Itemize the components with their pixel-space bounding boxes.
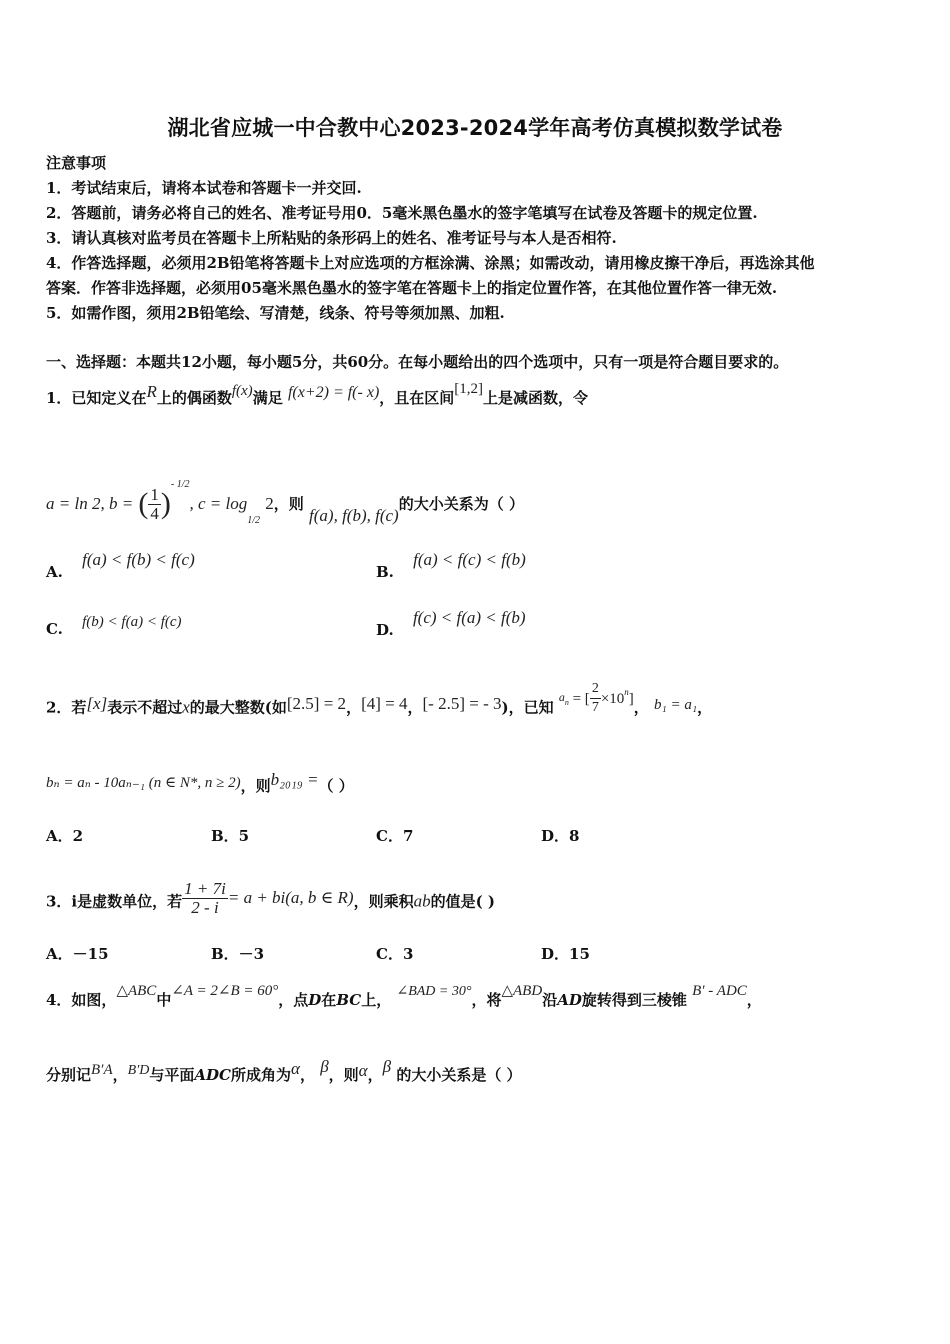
q2-math: ] [628,690,634,707]
q2-option-a[interactable]: A．2 [46,827,84,845]
q3-option-c[interactable]: C．3 [376,945,414,963]
notice-item-4: 4．作答选择题，必须用2B铅笔将答题卡上对应选项的方框涂满、涂黑；如需改动，请用橡皮擦干净后，再选涂其他 [46,254,815,272]
q4-text: ， [746,991,762,1009]
q1-option-d[interactable] [376,608,526,640]
q2-text: 2．若 [46,698,87,717]
q2-math: [x] [86,693,108,713]
q2-fraction [590,680,601,717]
q4-text: 与平面 [149,1066,195,1084]
notice-item-5: 5．如需作图，须用2B铅笔绘、写清楚，线条、符号等须加黑、加粗. [46,304,505,322]
q4-math: △ABC [116,983,157,999]
q1-math: - 1/2 [170,478,190,490]
q1-math: f(a), f(b), f(c) [309,505,399,525]
q2-math: a [558,689,565,704]
q4-stem-line2 [46,1057,522,1087]
q4-text: ， [367,1066,383,1084]
q1-fraction [148,486,161,523]
q2-text: 的最大整数(如 [189,698,287,717]
q4-text: 在 [321,991,337,1009]
q2-frac-den: 7 [591,700,599,715]
q4-segment: BC [336,991,362,1009]
q3-text: 的值是( ) [430,892,495,911]
q2-math: bₙ = aₙ - 10aₙ₋₁ (n ∈ N*, n ≥ 2) [46,775,241,791]
q2-text: （ ） [318,777,354,795]
notice-item-1: 1．考试结束后，请将本试卷和答题卡一并交回. [46,179,362,197]
q2-math: [4] = 4 [361,693,408,713]
q4-text: 的大小关系是（ ） [396,1066,522,1084]
q1-math: R [146,382,157,401]
exam-title: 湖北省应城一中合教中心2023-2024学年高考仿真模拟数学试卷 [167,116,783,140]
q2-math: [2.5] = 2 [286,693,347,713]
q2-frac-num: 2 [590,680,601,699]
q4-text: ，则 [328,1066,359,1084]
q4-text: 所成角为 [230,1066,291,1084]
notice-item-3: 3．请认真核对监考员在答题卡上所粘贴的条形码上的姓名、准考证号与本人是否相符. [46,229,617,247]
q1-text: 上是减函数，令 [483,389,589,407]
q1-option-a[interactable] [46,550,195,582]
q4-text: 旋转得到三棱锥 [581,991,687,1009]
notice-item-4-cont: 答案．作答非选择题，必须用05毫米黑色墨水的签字笔在答题卡上的指定位置作答，在其他位置作答一律无效. [46,279,778,297]
q1-option-label: D. [376,621,394,639]
q1-option-label: B. [376,563,394,581]
q2-math: b₂₀₁₉ = [270,770,319,789]
q3-text: 3．i是虚数单位，若 [46,892,183,911]
q4-plane: ADC [194,1066,231,1084]
q2-option-b[interactable]: B．5 [211,827,250,845]
q3-fraction [182,880,228,917]
q4-math: △ABD [501,983,543,999]
q1-text: 的大小关系为（ ） [398,494,524,513]
q1-option-expr: f(a) < f(b) < f(c) [82,550,195,569]
q1-math: 2 [265,493,274,513]
q4-math: α [358,1061,368,1080]
q4-math: β [320,1057,329,1076]
q1-math: a = ln 2, b = [46,493,134,513]
q1-math: 1/2 [247,514,261,526]
q4-math: B′D [127,1063,150,1078]
section-heading: 一、选择题：本题共12小题，每小题5分，共60分。在每小题给出的四个选项中，只有一项是符合题目要求的。 [46,353,789,371]
q2-text: ， [346,698,362,717]
q2-math: n [624,686,629,697]
q1-stem-line2 [46,476,524,526]
notice-heading: 注意事项 [46,154,107,172]
q1-paren: ( [138,486,149,520]
q3-option-d[interactable]: D．15 [541,945,590,963]
q4-stem-line1 [46,983,762,1012]
q4-text: ，点 [278,991,309,1009]
q1-math: [1,2] [454,381,484,397]
q2-text: )，已知 [501,698,554,717]
q1-option-c[interactable] [46,614,182,639]
q4-text: ， [112,1066,128,1084]
q2-stem-line1 [46,681,713,727]
q3-option-a[interactable]: A．－15 [46,945,109,963]
q2-text: ， [633,698,649,717]
q1-math: f(x+2) = f(- x) [287,384,380,401]
q1-text: 满足 [252,389,283,407]
notice-item-2: 2．答题前，请务必将自己的姓名、准考证号用0．5毫米黑色墨水的签字笔填写在试卷及答题卡的规定位置. [46,204,758,222]
q1-frac-den: 4 [150,504,159,523]
q2-text: ，则 [240,777,271,795]
q4-math: β [382,1057,392,1076]
q1-text: 1．已知定义在 [46,389,147,407]
q2-option-c[interactable]: C．7 [376,827,414,845]
q1-text: ，且在区间 [379,389,455,407]
q2-math: = [ [568,690,590,707]
q4-text: ，将 [471,991,502,1009]
q2-math: b₁ = a₁ [654,696,698,713]
q4-text: ， [299,1066,315,1084]
q2-text: ， [407,698,423,717]
q1-option-b[interactable] [376,550,526,582]
q4-text: 分别记 [46,1066,92,1084]
q4-text: 上， [361,991,392,1009]
q2-text: 表示不超过 [107,698,183,717]
q1-paren: ) [160,486,171,520]
q4-math: ∠BAD = 30° [396,984,472,999]
q4-math: ∠A = 2∠B = 60° [171,983,279,999]
q4-text: 沿 [542,991,558,1009]
q2-math: ×10 [600,690,625,707]
q1-option-expr: f(b) < f(a) < f(c) [82,614,182,630]
q3-frac-num: 1 + 7i [184,879,226,898]
q3-stem [46,879,495,921]
q2-math: x [182,697,190,717]
q1-option-label: A. [46,563,63,581]
q1-option-expr: f(a) < f(c) < f(b) [413,550,526,569]
q4-math: α [291,1059,300,1078]
q4-segment: AD [557,991,582,1009]
q1-frac-num: 1 [150,485,159,504]
q3-frac-den: 2 - i [191,898,219,917]
q1-text: 上的偶函数 [156,389,232,407]
q1-math: , c = log [189,493,248,513]
q1-math: f(x) [231,383,253,399]
q1-option-expr: f(c) < f(a) < f(b) [412,608,526,627]
q3-option-b[interactable]: B．－3 [211,945,265,963]
q2-text: ， [697,698,713,717]
q1-option-label: C. [46,620,63,638]
q4-text: 4．如图， [46,991,117,1009]
q2-math: [- 2.5] = - 3 [422,693,502,713]
q4-math: B′ - ADC [692,983,747,999]
q4-text: 中 [156,991,172,1009]
q3-text: ，则乘积 [353,892,414,911]
q4-math: B′A [91,1062,113,1078]
q2-stem-line2 [46,770,354,797]
q3-math: ab [413,891,431,911]
q1-text: ，则 [273,494,304,513]
q2-math: n [564,697,569,707]
q2-option-d[interactable]: D．8 [541,827,580,845]
q1-stem-line1 [46,381,589,409]
q4-point: D [308,991,322,1009]
q3-math: = a + bi(a, b ∈ R) [227,887,354,907]
